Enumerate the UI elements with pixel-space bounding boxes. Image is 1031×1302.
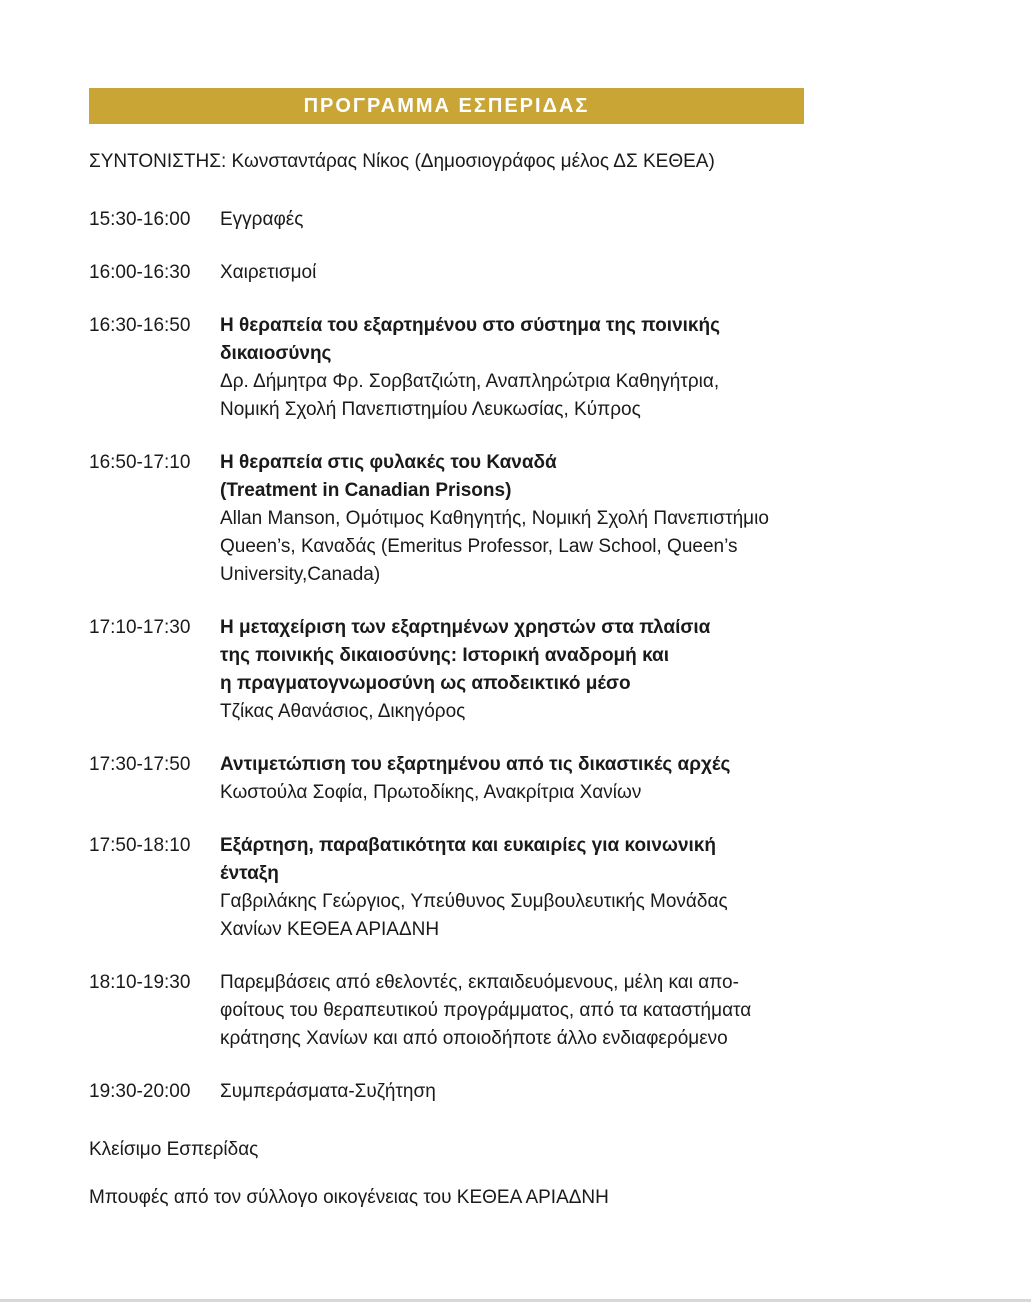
session-detail-line: University,Canada) bbox=[220, 564, 381, 585]
session-title-line: ένταξη bbox=[220, 863, 279, 884]
schedule-item bbox=[89, 832, 809, 944]
session-detail-line: Νομική Σχολή Πανεπιστημίου Λευκωσίας, Κύπρος bbox=[220, 399, 641, 420]
schedule-content bbox=[220, 1078, 809, 1106]
session-detail-line: φοίτους του θεραπευτικού προγράμματος, από τα καταστήματα bbox=[220, 1000, 752, 1021]
schedule-time: 17:30-17:50 bbox=[89, 754, 191, 775]
schedule-time: 18:10-19:30 bbox=[89, 972, 191, 993]
schedule-item bbox=[89, 1078, 809, 1106]
schedule-item bbox=[89, 312, 809, 424]
banner-title: ΠΡΟΓΡΑΜΜΑ ΕΣΠΕΡΙΔΑΣ bbox=[303, 94, 590, 117]
schedule-content bbox=[220, 206, 809, 234]
session-title-line: Εξάρτηση, παραβατικότητα και ευκαιρίες για κοινωνική bbox=[220, 835, 716, 856]
session-title-line: δικαιοσύνης bbox=[220, 343, 332, 364]
session-detail-line: Queen’s, Καναδάς (Emeritus Professor, Law School, Queen’s bbox=[220, 536, 738, 557]
schedule-item bbox=[89, 449, 809, 589]
session-title-line: Η θεραπεία στις φυλακές του Καναδά bbox=[220, 452, 557, 473]
session-title-line: Η μεταχείριση των εξαρτημένων χρηστών στα πλαίσια bbox=[220, 617, 711, 638]
session-title-line: Η θεραπεία του εξαρτημένου στο σύστημα της ποινικής bbox=[220, 315, 720, 336]
schedule-content bbox=[220, 969, 809, 1053]
session-detail-line: Τζίκας Αθανάσιος, Δικηγόρος bbox=[220, 701, 466, 722]
schedule-content bbox=[220, 614, 809, 726]
schedule-time: 17:50-18:10 bbox=[89, 835, 191, 856]
schedule-content bbox=[220, 832, 809, 944]
session-detail-line: Παρεμβάσεις από εθελοντές, εκπαιδευόμενους, μέλη και απο- bbox=[220, 972, 739, 993]
session-title-line: (Treatment in Canadian Prisons) bbox=[220, 480, 512, 501]
schedule-time: 16:30-16:50 bbox=[89, 315, 191, 336]
session-detail-line: Χανίων ΚΕΘΕΑ ΑΡΙΑΔΝΗ bbox=[220, 919, 440, 940]
schedule-content bbox=[220, 312, 809, 424]
session-detail-line: Δρ. Δήμητρα Φρ. Σορβατζιώτη, Αναπληρώτρια Καθηγήτρια, bbox=[220, 371, 720, 392]
schedule-time: 17:10-17:30 bbox=[89, 617, 191, 638]
schedule-item bbox=[89, 969, 809, 1053]
schedule-time: 19:30-20:00 bbox=[89, 1081, 191, 1102]
schedule-time: 15:30-16:00 bbox=[89, 209, 191, 230]
schedule-item bbox=[89, 206, 809, 234]
session-detail-line: Γαβριλάκης Γεώργιος, Υπεύθυνος Συμβουλευτικής Μονάδας bbox=[220, 891, 728, 912]
coordinator-line: ΣΥΝΤΟΝΙΣΤΗΣ: Κωνσταντάρας Νίκος (Δημοσιογράφος μέλος ΔΣ ΚΕΘΕΑ) bbox=[89, 151, 715, 172]
session-detail-line: Χαιρετισμοί bbox=[220, 262, 317, 283]
session-detail-line: Allan Manson, Ομότιμος Καθηγητής, Νομική Σχολή Πανεπιστήμιο bbox=[220, 508, 769, 529]
closing-line: Κλείσιμο Εσπερίδας bbox=[89, 1139, 259, 1160]
session-title-line: της ποινικής δικαιοσύνης: Ιστορική αναδρομή και bbox=[220, 645, 669, 666]
schedule-content bbox=[220, 449, 809, 589]
session-title-line: Αντιμετώπιση του εξαρτημένου από τις δικαστικές αρχές bbox=[220, 754, 731, 775]
session-detail-line: κράτησης Χανίων και από οποιοδήποτε άλλο ενδιαφερόμενο bbox=[220, 1028, 728, 1049]
schedule-time: 16:50-17:10 bbox=[89, 452, 191, 473]
schedule-item bbox=[89, 751, 809, 807]
schedule-content bbox=[220, 259, 809, 287]
session-detail-line: Συμπεράσματα-Συζήτηση bbox=[220, 1081, 436, 1102]
schedule-list bbox=[89, 206, 809, 1106]
schedule-content bbox=[220, 751, 809, 807]
schedule-item bbox=[89, 259, 809, 287]
schedule-time: 16:00-16:30 bbox=[89, 262, 191, 283]
session-detail-line: Εγγραφές bbox=[220, 209, 304, 230]
session-detail-line: Κωστούλα Σοφία, Πρωτοδίκης, Ανακρίτρια Χανίων bbox=[220, 782, 642, 803]
session-title-line: η πραγματογνωμοσύνη ως αποδεικτικό μέσο bbox=[220, 673, 631, 694]
buffet-line: Μπουφές από τον σύλλογο οικογένειας του ΚΕΘΕΑ ΑΡΙΑΔΝΗ bbox=[89, 1187, 609, 1208]
program-banner bbox=[89, 88, 804, 124]
schedule-item bbox=[89, 614, 809, 726]
